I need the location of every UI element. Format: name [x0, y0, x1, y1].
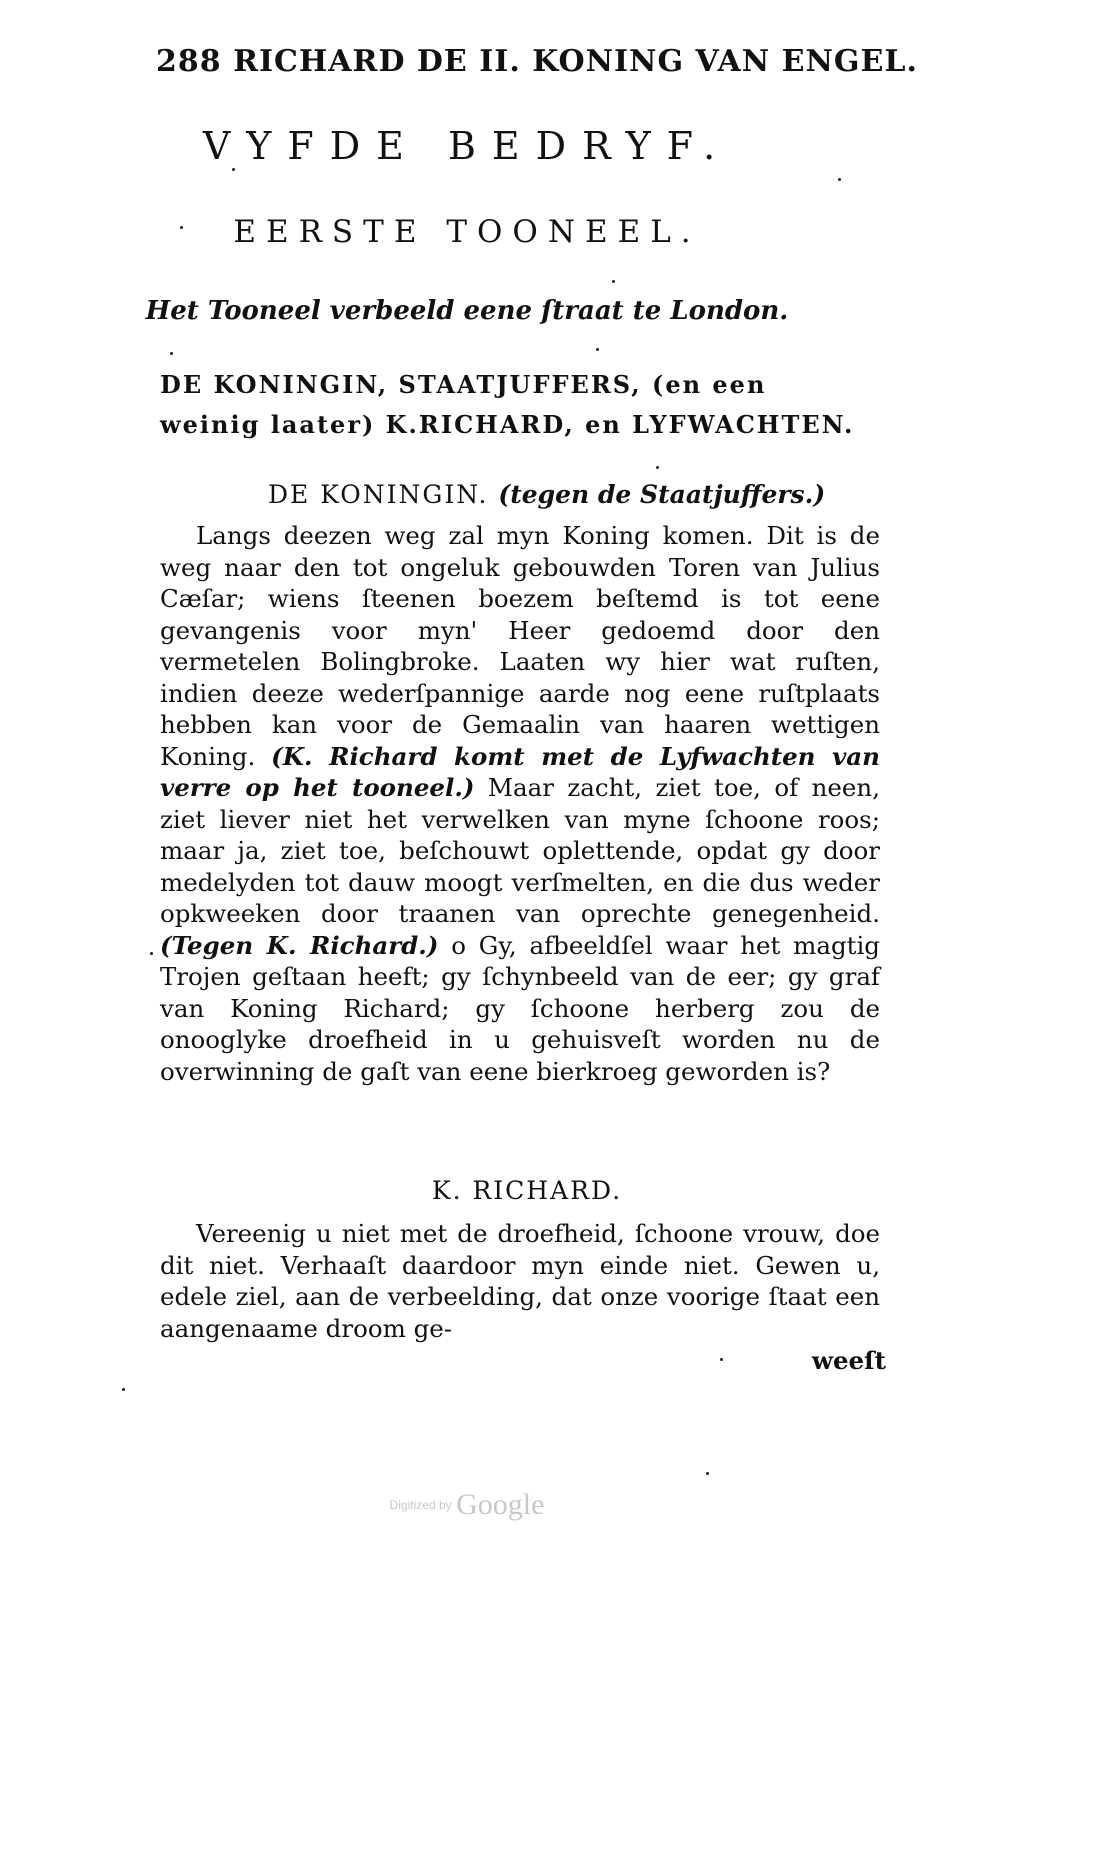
stage-direction: (tegen de Staatjuffers.): [498, 480, 826, 509]
catchword: weeſt: [811, 1346, 886, 1375]
watermark-brand: Google: [456, 1488, 545, 1521]
cast-list-line-2: weinig laater) K.RICHARD, en LYFWACHTEN.: [160, 410, 855, 439]
print-speck: [720, 1358, 723, 1361]
watermark-prefix: Digitized by: [389, 1498, 452, 1512]
speaker-heading-richard: K. RICHARD.: [431, 1176, 623, 1205]
speech-text: Langs deezen weg zal myn Koning komen. Dit is de weg naar den tot ongeluk gebouwden Toren van Julius Cæſar; wiens ſteenen boezem beſtemd is tot eene gevangenis voor myn' Heer gedoemd door den vermetelen Bolingbroke. Laaten wy hier wat ruſten, indien deeze wederſpannige aarde nog eene ruſtplaats hebben kan voor de Gemaalin van haaren wettigen Koning.: [160, 521, 880, 771]
scene-title: EERSTE TOONEEL.: [233, 214, 701, 250]
print-speck: [838, 178, 841, 181]
running-head: 288 RICHARD DE II. KONING VAN ENGEL.: [156, 44, 918, 79]
stage-direction: (K. Richard komt met de Lyfwachten van verre op het tooneel.): [160, 741, 880, 802]
print-speck: [122, 1388, 125, 1391]
queen-speech: [160, 520, 880, 1087]
digitization-watermark: [0, 1488, 934, 1522]
print-speck: [706, 1472, 709, 1475]
stage-setting: Het Tooneel verbeeld eene ſtraat te London.: [145, 296, 789, 326]
cast-list-line-1: DE KONINGIN, STAATJUFFERS, (en een: [160, 370, 767, 399]
richard-speech: Vereenig u niet met de droefheid, ſchoone vrouw, doe dit niet. Verhaaſt daardoor myn einde niet. Gewen u, edele ziel, aan de verbeelding, dat onze voorige ſtaat een aangenaame droom ge-: [160, 1219, 880, 1343]
stage-direction: (Tegen K. Richard.): [160, 930, 439, 960]
speech-text: o Gy, afbeeldſel waar het magtig Trojen geſtaan heeft; gy ſchynbeeld van de eer; gy graf van Koning Richard; gy ſchoone herberg zou de onooglyke droefheid in u gehuisveſt worden nu de overwinning de gaſt van eene bierkroeg geworden is?: [160, 930, 880, 1086]
act-title: VYFDE BEDRYF.: [202, 124, 732, 168]
print-speck: [232, 168, 235, 171]
print-speck: [596, 348, 599, 351]
print-speck: [612, 280, 615, 283]
print-speck: [170, 352, 173, 355]
print-speck: [180, 226, 183, 229]
print-speck: [150, 952, 153, 955]
speaker-name: DE KONINGIN.: [268, 480, 489, 509]
speaker-heading-queen: [268, 480, 825, 509]
speech-text: Maar zacht, ziet toe, of neen, ziet liever niet het verwelken van myne ſchoone roos; maar ja, ziet toe, beſchouwt oplettende, opdat gy door medelyden tot dauw moogt verſmelten, en die dus weder opkweeken door traanen van oprechte genegenheid.: [160, 773, 880, 928]
print-speck: [656, 466, 659, 469]
